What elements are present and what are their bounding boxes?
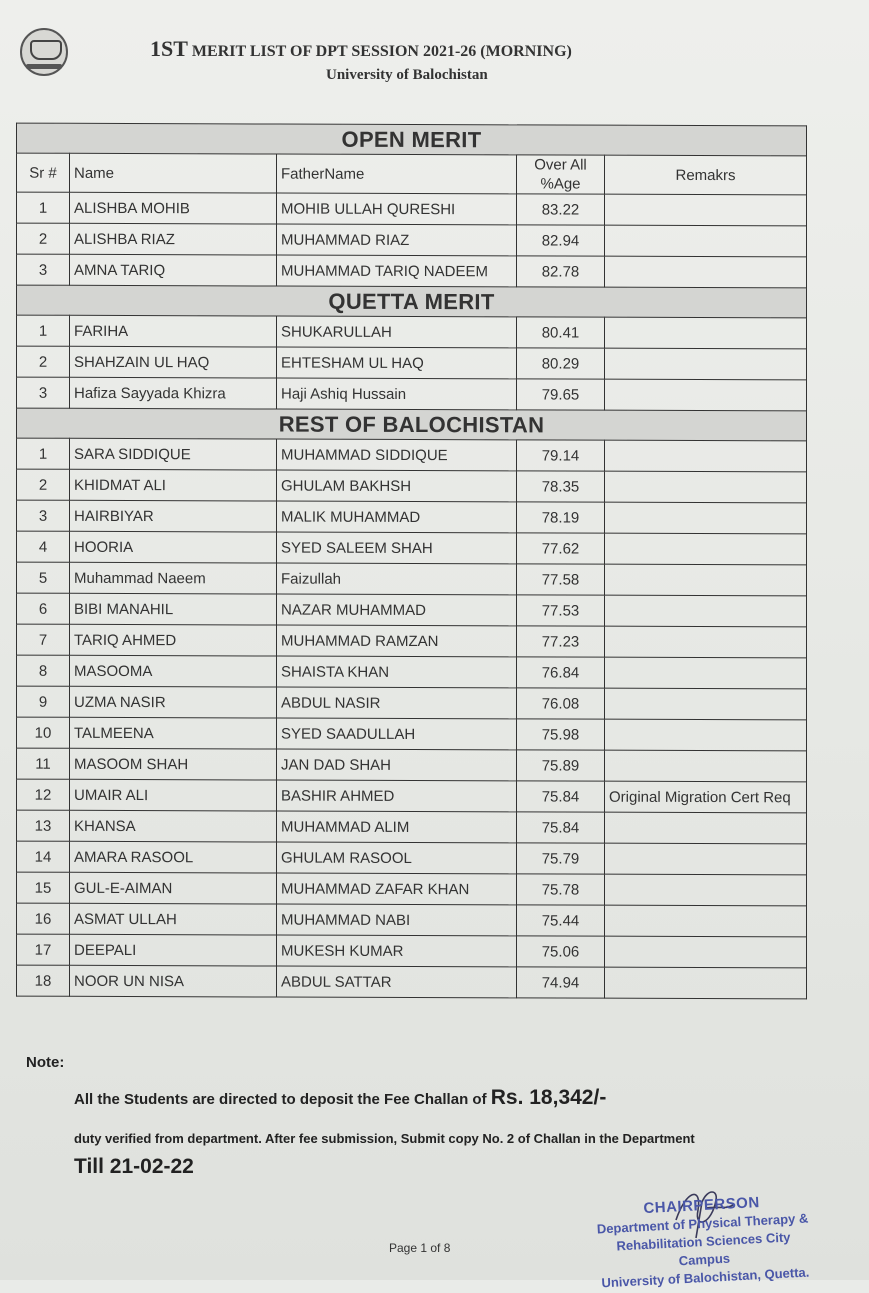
document-title: [150, 36, 710, 62]
father-name-cell: Faizullah: [277, 563, 517, 595]
column-header-row: [17, 153, 807, 195]
serial-number-cell: 1: [17, 438, 70, 469]
serial-number-cell: 11: [17, 748, 70, 779]
remarks-cell: [605, 256, 807, 288]
father-name-cell: NAZAR MUHAMMAD: [277, 594, 517, 626]
table-row: [17, 500, 807, 534]
remarks-cell: [605, 564, 807, 596]
student-name-cell: NOOR UN NISA: [70, 965, 277, 997]
table-row: [17, 717, 807, 751]
header-father-name: FatherName: [277, 154, 517, 194]
merit-table: [16, 123, 807, 1000]
percentage-cell: 75.84: [517, 781, 605, 812]
father-name-cell: JAN DAD SHAH: [277, 749, 517, 781]
remarks-cell: [605, 194, 807, 226]
stamp-university: University of Balochistan, Quetta.: [601, 1264, 810, 1291]
remarks-cell: Original Migration Cert Req: [605, 781, 807, 813]
father-name-cell: SYED SAADULLAH: [277, 718, 517, 750]
remarks-cell: [605, 967, 807, 999]
deadline-date: Till 21-02-22: [74, 1155, 194, 1178]
remarks-cell: [605, 843, 807, 875]
header-percentage-line1: Over All: [534, 156, 587, 174]
father-name-cell: MUKESH KUMAR: [277, 935, 517, 967]
father-name-cell: GHULAM BAKHSH: [277, 470, 517, 502]
table-row: [17, 841, 807, 875]
father-name-cell: ABDUL SATTAR: [277, 966, 517, 998]
header-sr: Sr #: [17, 153, 70, 192]
father-name-cell: SYED SALEEM SHAH: [277, 532, 517, 564]
remarks-cell: [605, 688, 807, 720]
section-title: OPEN MERIT: [17, 123, 807, 156]
serial-number-cell: 13: [17, 810, 70, 841]
serial-number-cell: 18: [17, 965, 70, 996]
percentage-cell: 79.65: [517, 379, 605, 410]
section-title: REST OF BALOCHISTAN: [17, 408, 807, 441]
section-header-row: [17, 408, 807, 441]
serial-number-cell: 3: [17, 500, 70, 531]
percentage-cell: 78.19: [517, 502, 605, 533]
serial-number-cell: 17: [17, 934, 70, 965]
section-header-row: [17, 123, 807, 156]
student-name-cell: DEEPALI: [70, 934, 277, 966]
remarks-cell: [605, 626, 807, 658]
remarks-cell: [605, 905, 807, 937]
percentage-cell: 75.44: [517, 905, 605, 936]
percentage-cell: 83.22: [517, 194, 605, 225]
remarks-cell: [605, 719, 807, 751]
percentage-cell: 77.53: [517, 595, 605, 626]
merit-table-body: [17, 123, 807, 999]
table-row: [17, 810, 807, 844]
percentage-cell: 82.78: [517, 256, 605, 287]
note-label: Note:: [26, 1054, 65, 1071]
serial-number-cell: 6: [17, 593, 70, 624]
serial-number-cell: 7: [17, 624, 70, 655]
father-name-cell: MUHAMMAD SIDDIQUE: [277, 439, 517, 471]
father-name-cell: GHULAM RASOOL: [277, 842, 517, 874]
percentage-cell: 75.79: [517, 843, 605, 874]
student-name-cell: ASMAT ULLAH: [70, 903, 277, 935]
student-name-cell: BIBI MANAHIL: [70, 593, 277, 625]
father-name-cell: MUHAMMAD RIAZ: [277, 224, 517, 256]
page-number: Page 1 of 8: [389, 1241, 451, 1255]
remarks-cell: [605, 750, 807, 782]
father-name-cell: MUHAMMAD NABI: [277, 904, 517, 936]
serial-number-cell: 10: [17, 717, 70, 748]
percentage-cell: 76.08: [517, 688, 605, 719]
university-name: University of Balochistan: [326, 67, 488, 83]
percentage-cell: 77.23: [517, 626, 605, 657]
father-name-cell: BASHIR AHMED: [277, 780, 517, 812]
table-row: [17, 903, 807, 937]
remarks-cell: [605, 812, 807, 844]
student-name-cell: UMAIR ALI: [70, 779, 277, 811]
table-row: [17, 469, 807, 503]
table-row: [17, 192, 807, 226]
father-name-cell: MUHAMMAD ALIM: [277, 811, 517, 843]
serial-number-cell: 2: [17, 346, 70, 377]
table-row: [17, 593, 807, 627]
header-percentage: [517, 155, 605, 194]
section-title: QUETTA MERIT: [17, 285, 807, 318]
table-row: [17, 686, 807, 720]
fee-instruction: [74, 1086, 606, 1110]
father-name-cell: SHAISTA KHAN: [277, 656, 517, 688]
serial-number-cell: 1: [17, 192, 70, 223]
student-name-cell: HOORIA: [70, 531, 277, 563]
serial-number-cell: 8: [17, 655, 70, 686]
stamp-campus: Rehabilitation Sciences City Campus: [616, 1229, 791, 1269]
student-name-cell: AMNA TARIQ: [70, 254, 277, 286]
table-row: [17, 223, 807, 257]
table-row: [17, 934, 807, 968]
remarks-cell: [605, 502, 807, 534]
serial-number-cell: 12: [17, 779, 70, 810]
university-logo-icon: [20, 28, 68, 76]
serial-number-cell: 3: [17, 254, 70, 285]
student-name-cell: MASOOMA: [70, 655, 277, 687]
remarks-cell: [605, 379, 807, 411]
title-text: MERIT LIST OF DPT SESSION 2021-26 (MORNING): [191, 43, 572, 60]
remarks-cell: [605, 657, 807, 689]
father-name-cell: MUHAMMAD RAMZAN: [277, 625, 517, 657]
table-row: [17, 624, 807, 658]
percentage-cell: 74.94: [517, 967, 605, 998]
serial-number-cell: 5: [17, 562, 70, 593]
header-remarks: Remakrs: [605, 155, 807, 195]
percentage-cell: 75.98: [517, 719, 605, 750]
table-row: [17, 377, 807, 411]
header-percentage-line2: %Age: [540, 175, 581, 193]
student-name-cell: AMARA RASOOL: [70, 841, 277, 873]
student-name-cell: HAIRBIYAR: [70, 500, 277, 532]
remarks-cell: [605, 225, 807, 257]
percentage-cell: 77.58: [517, 564, 605, 595]
father-name-cell: ABDUL NASIR: [277, 687, 517, 719]
father-name-cell: MALIK MUHAMMAD: [277, 501, 517, 533]
father-name-cell: MUHAMMAD ZAFAR KHAN: [277, 873, 517, 905]
percentage-cell: 76.84: [517, 657, 605, 688]
percentage-cell: 75.06: [517, 936, 605, 967]
remarks-cell: [605, 874, 807, 906]
serial-number-cell: 9: [17, 686, 70, 717]
percentage-cell: 80.29: [517, 348, 605, 379]
table-row: [17, 748, 807, 782]
table-row: [17, 315, 807, 349]
title-prefix: 1ST: [150, 36, 188, 61]
student-name-cell: KHIDMAT ALI: [70, 469, 277, 501]
stamp-department: Department of Physical Therapy &: [596, 1210, 809, 1237]
percentage-cell: 75.78: [517, 874, 605, 905]
table-row: [17, 779, 807, 813]
table-row: [17, 562, 807, 596]
remarks-cell: [605, 936, 807, 968]
remarks-cell: [605, 317, 807, 349]
student-name-cell: ALISHBA MOHIB: [70, 192, 277, 224]
submission-instruction: duty verified from department. After fee submission, Submit copy No. 2 of Challan in the Department: [74, 1131, 695, 1146]
student-name-cell: FARIHA: [70, 315, 277, 347]
father-name-cell: EHTESHAM UL HAQ: [277, 347, 517, 379]
percentage-cell: 82.94: [517, 225, 605, 256]
table-row: [17, 965, 807, 999]
serial-number-cell: 14: [17, 841, 70, 872]
fee-instruction-text: All the Students are directed to deposit the Fee Challan of: [74, 1091, 487, 1108]
student-name-cell: Muhammad Naeem: [70, 562, 277, 594]
serial-number-cell: 2: [17, 223, 70, 254]
remarks-cell: [605, 595, 807, 627]
remarks-cell: [605, 440, 807, 472]
serial-number-cell: 1: [17, 315, 70, 346]
student-name-cell: MASOOM SHAH: [70, 748, 277, 780]
student-name-cell: UZMA NASIR: [70, 686, 277, 718]
table-row: [17, 531, 807, 565]
percentage-cell: 78.35: [517, 471, 605, 502]
percentage-cell: 75.89: [517, 750, 605, 781]
fee-amount: Rs. 18,342/-: [490, 1086, 607, 1109]
stamp-title: CHAIRPERSON: [643, 1194, 761, 1218]
section-header-row: [17, 285, 807, 318]
student-name-cell: KHANSA: [70, 810, 277, 842]
remarks-cell: [605, 471, 807, 503]
serial-number-cell: 4: [17, 531, 70, 562]
percentage-cell: 80.41: [517, 317, 605, 348]
percentage-cell: 79.14: [517, 440, 605, 471]
father-name-cell: MUHAMMAD TARIQ NADEEM: [277, 255, 517, 287]
table-row: [17, 872, 807, 906]
student-name-cell: SARA SIDDIQUE: [70, 438, 277, 470]
remarks-cell: [605, 533, 807, 565]
table-row: [17, 438, 807, 472]
table-row: [17, 254, 807, 288]
student-name-cell: TARIQ AHMED: [70, 624, 277, 656]
student-name-cell: GUL-E-AIMAN: [70, 872, 277, 904]
table-row: [17, 655, 807, 689]
serial-number-cell: 16: [17, 903, 70, 934]
chairperson-stamp: [594, 1191, 813, 1292]
remarks-cell: [605, 348, 807, 380]
father-name-cell: Haji Ashiq Hussain: [277, 378, 517, 410]
student-name-cell: Hafiza Sayyada Khizra: [70, 377, 277, 409]
student-name-cell: TALMEENA: [70, 717, 277, 749]
percentage-cell: 77.62: [517, 533, 605, 564]
student-name-cell: ALISHBA RIAZ: [70, 223, 277, 255]
serial-number-cell: 2: [17, 469, 70, 500]
serial-number-cell: 15: [17, 872, 70, 903]
serial-number-cell: 3: [17, 377, 70, 408]
father-name-cell: MOHIB ULLAH QURESHI: [277, 193, 517, 225]
student-name-cell: SHAHZAIN UL HAQ: [70, 346, 277, 378]
table-row: [17, 346, 807, 380]
header-name: Name: [70, 153, 277, 193]
father-name-cell: SHUKARULLAH: [277, 316, 517, 348]
percentage-cell: 75.84: [517, 812, 605, 843]
